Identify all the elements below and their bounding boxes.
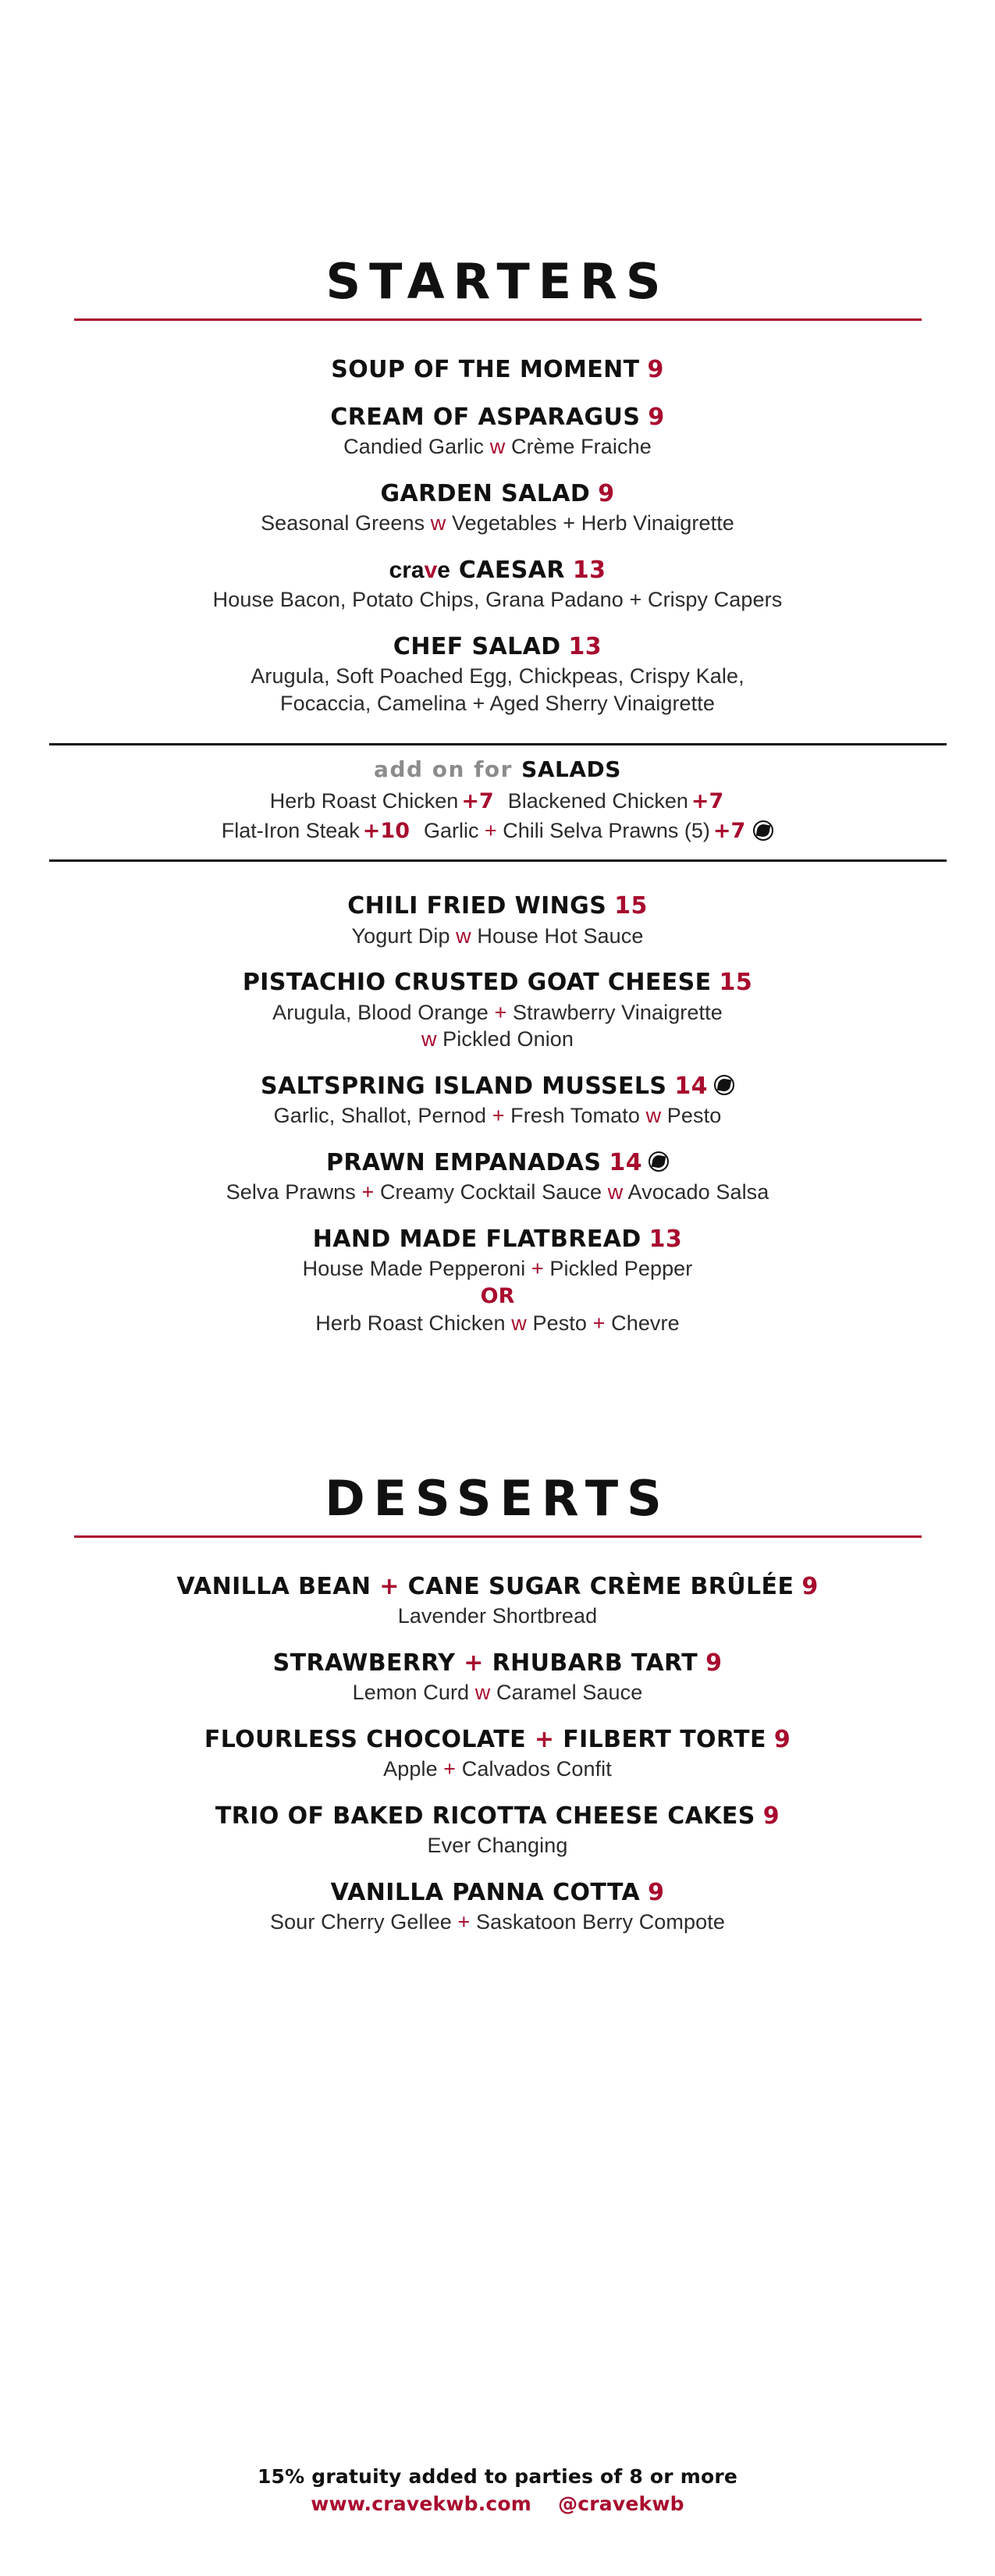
spicy-leaf-icon [649, 1151, 669, 1172]
menu-item [49, 893, 947, 949]
menu-content [49, 0, 947, 1936]
spicy-leaf-icon [753, 820, 773, 841]
menu-item-price: 13 [572, 556, 606, 584]
menu-item-name: crave CAESAR 13 [389, 556, 606, 584]
menu-item [49, 1880, 947, 1936]
menu-item-description: Seasonal Greens w Vegetables + Herb Vinaigrette [261, 511, 734, 535]
menu-item-name: CHILI FRIED WINGS 15 [347, 892, 648, 920]
menu-item-description: Arugula, Soft Poached Egg, Chickpeas, Crispy Kale, [251, 664, 744, 688]
website-link[interactable]: www.cravekwb.com [311, 2492, 532, 2515]
section-header-starters [49, 253, 947, 321]
salad-addons-block [49, 743, 947, 862]
menu-item-price: 9 [705, 1649, 723, 1677]
menu-item-price: 9 [762, 1802, 780, 1830]
menu-item-description: Candied Garlic w Crème Fraiche [343, 435, 652, 458]
menu-item-description: Ever Changing [427, 1834, 568, 1858]
menu-item-description-line2: Focaccia, Camelina + Aged Sherry Vinaigrette [280, 691, 715, 715]
section-spacer [49, 1357, 947, 1475]
menu-item-description: Selva Prawns + Creamy Cocktail Sauce w Avocado Salsa [226, 1180, 769, 1204]
menu-item [49, 1073, 947, 1130]
menu-item-price: 9 [648, 403, 665, 431]
menu-item [49, 1150, 947, 1206]
menu-item-description: Apple + Calvados Confit [383, 1757, 612, 1781]
menu-item-description: Yogurt Dip w House Hot Sauce [351, 923, 644, 948]
menu-item-price: 15 [614, 892, 648, 920]
menu-item-price: 13 [568, 632, 602, 660]
menu-item [49, 1803, 947, 1859]
menu-item [49, 357, 947, 384]
menu-item-name: STRAWBERRY + RHUBARB TART 9 [272, 1649, 723, 1677]
menu-item [49, 481, 947, 537]
menu-item-price: 9 [598, 479, 615, 507]
section-divider [74, 318, 922, 321]
menu-item-description: Garlic, Shallot, Pernod + Fresh Tomato w Pesto [273, 1104, 722, 1128]
menu-item-price: 14 [609, 1148, 642, 1176]
menu-item-description-line2: w Pickled Onion [421, 1027, 574, 1051]
menu-item-description: Sour Cherry Gellee + Saskatoon Berry Compote [270, 1910, 725, 1934]
menu-item-price: 13 [649, 1225, 683, 1253]
menu-item [49, 634, 947, 717]
spicy-leaf-icon [714, 1075, 734, 1095]
menu-item [49, 1226, 947, 1337]
menu-item-name: CREAM OF ASPARAGUS 9 [330, 403, 665, 431]
menu-item-price: 9 [773, 1725, 791, 1753]
menu-item-name: VANILLA PANNA COTTA 9 [330, 1878, 665, 1906]
menu-item-name: SOUP OF THE MOMENT 9 [331, 356, 664, 383]
page-footer [0, 2465, 995, 2515]
menu-item-price: 14 [674, 1072, 708, 1100]
salad-addons-title: add on for SALADS [374, 756, 621, 783]
section-divider [74, 1535, 922, 1538]
menu-item [49, 557, 947, 614]
menu-item-or-separator: OR [480, 1283, 515, 1308]
menu-item-price: 9 [647, 356, 664, 383]
menu-item-name: HAND MADE FLATBREAD 13 [312, 1225, 683, 1253]
section-title: DESSERTS [325, 1469, 670, 1527]
brand-word: crave [389, 557, 450, 583]
menu-item-price: 15 [719, 969, 753, 997]
menu-item-name: CHEF SALAD 13 [393, 632, 602, 660]
section-title: STARTERS [325, 253, 670, 310]
menu-item [49, 1727, 947, 1783]
menu-item-name: PRAWN EMPANADAS 14 [49, 1150, 947, 1177]
menu-item-price: 9 [648, 1878, 665, 1906]
menu-item-description: House Made Pepperoni + Pickled Pepper [302, 1257, 693, 1281]
salad-addons-row: Flat-Iron Steak +10 Garlic + Chili Selva Prawns (5) +7 [49, 817, 947, 845]
menu-item-description: House Bacon, Potato Chips, Grana Padano + Crispy Capers [212, 588, 783, 612]
menu-item-description: Lemon Curd w Caramel Sauce [352, 1681, 643, 1705]
menu-item-name: GARDEN SALAD 9 [380, 479, 615, 507]
menu-item [49, 970, 947, 1053]
menu-item [49, 1650, 947, 1706]
menu-item-name: TRIO OF BAKED RICOTTA CHEESE CAKES 9 [215, 1802, 780, 1830]
gratuity-note: 15% gratuity added to parties of 8 or more [257, 2465, 738, 2488]
salad-addons-row: Herb Roast Chicken +7 Blackened Chicken +7 [269, 789, 724, 814]
menu-item-description: Arugula, Blood Orange + Strawberry Vinaigrette [272, 1000, 723, 1024]
menu-item [49, 1574, 947, 1630]
menu-item-name: PISTACHIO CRUSTED GOAT CHEESE 15 [242, 969, 753, 997]
addon-label: Garlic + Chili Selva Prawns (5) [423, 818, 710, 842]
menu-item-name: FLOURLESS CHOCOLATE + FILBERT TORTE 9 [204, 1725, 791, 1753]
footer-contact [0, 2492, 995, 2515]
menu-item-description: Lavender Shortbread [397, 1604, 598, 1628]
menu-item [49, 404, 947, 461]
menu-item-name: VANILLA BEAN + CANE SUGAR CRÈME BRÛLÉE 9 [176, 1572, 819, 1600]
section-header-desserts [49, 1469, 947, 1538]
menu-item-price: 9 [801, 1572, 819, 1600]
menu-item-name: SALTSPRING ISLAND MUSSELS 14 [49, 1073, 947, 1101]
menu-item-description-line2: Herb Roast Chicken w Pesto + Chevre [315, 1311, 680, 1335]
social-handle[interactable]: @cravekwb [558, 2492, 684, 2515]
